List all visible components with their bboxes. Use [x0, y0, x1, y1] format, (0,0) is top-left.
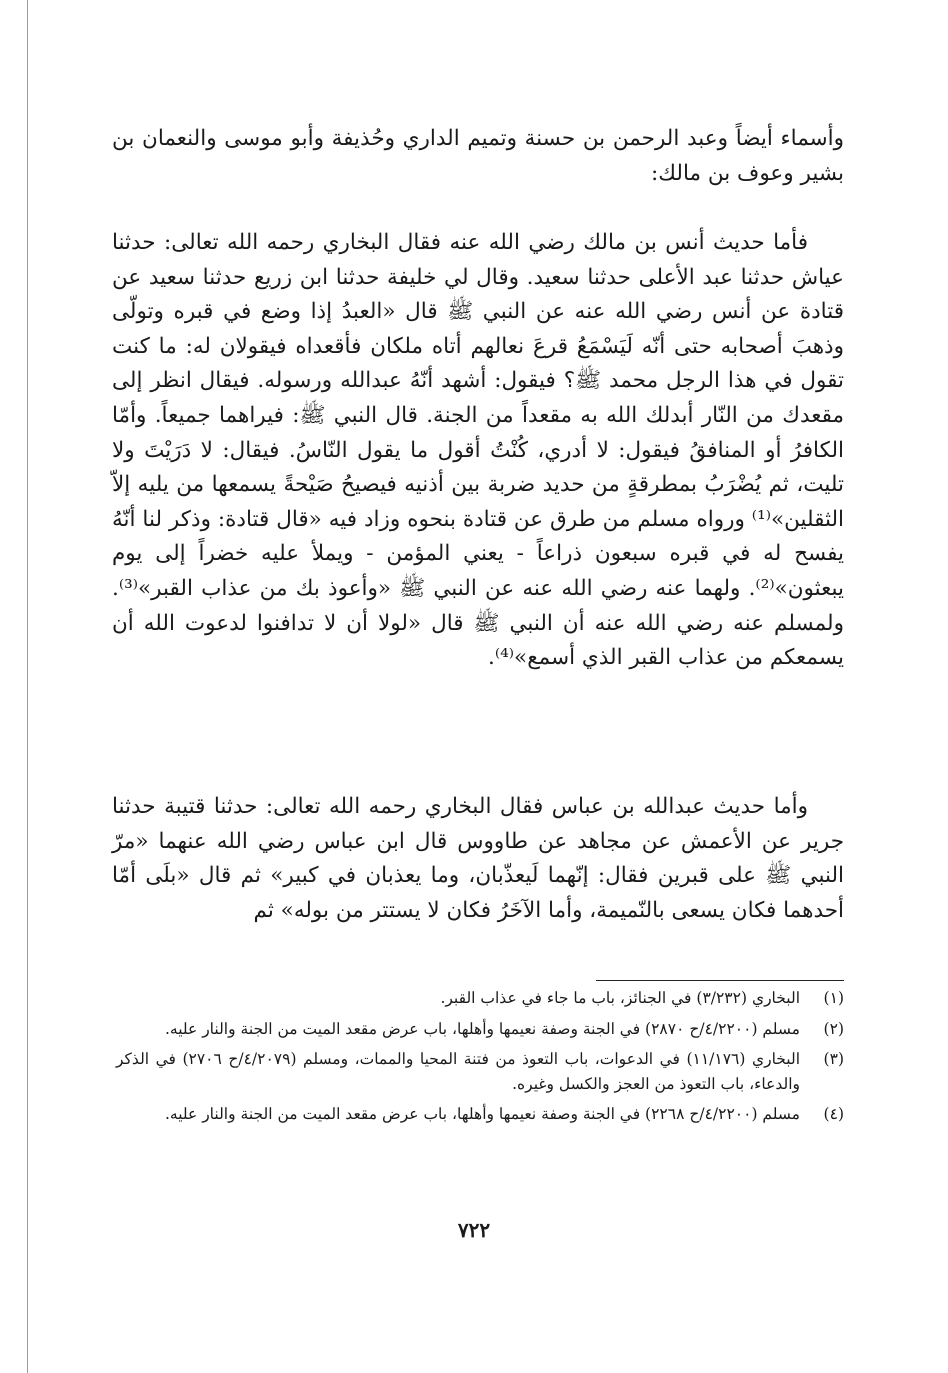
- footnote-text: البخاري (٣/٢٣٢) في الجنائز، باب ما جاء في عذاب القبر.: [440, 989, 800, 1007]
- paragraph-ibn-abbas-hadith: [112, 790, 844, 928]
- footnote-number: (٤): [823, 1105, 844, 1123]
- footnote-number: (٢): [823, 1019, 844, 1038]
- paragraph-text: وأما حديث عبدالله بن عباس فقال البخاري رحمه الله تعالى: حدثنا قتيبة حدثنا جرير عن الأعمش عن مجاهد عن طاووس قال ابن عباس رضي الله عنهما «مرّ النبي ﷺ على قبرين فقال: إنّهما لَيعذّبان، وما يعذبان في كبير» ثم قال «بلَى أمّا أحدهما فكان يسعى بالنّميمة، وأما الآخَرُ فكان لا يستتر من بوله» ثم: [112, 794, 844, 923]
- footnote-divider: [596, 980, 844, 981]
- paragraph-names-list: [112, 122, 844, 191]
- footnotes: [116, 986, 844, 1133]
- footnote-text: مسلم (٤/٢٢٠٠/ح ٢٨٧٠) في الجنة وصفة نعيمها وأهلها، باب عرض مقعد الميت من الجنة والنار عليه.: [164, 1019, 800, 1038]
- paragraph-anas-hadith: [112, 226, 844, 676]
- paragraph-text: وأسماء أيضاً وعبد الرحمن بن حسنة وتميم الداري وحُذيفة وأبو موسى والنعمان بن بشير وعوف بن مالك:: [112, 126, 844, 186]
- footnote-item: [116, 1017, 844, 1042]
- footnote-item: [116, 1047, 844, 1096]
- paragraph-text: فأما حديث أنس بن مالك رضي الله عنه فقال البخاري رحمه الله تعالى: حدثنا عياش حدثنا عبد الأعلى حدثنا سعيد. وقال لي خليفة حدثنا ابن زريع حدثنا سعيد عن قتادة عن أنس رضي الله عنه عن النبي ﷺ قال «العبدُ إذا وضع في قبره وتولّى وذهبَ أصحابه حتى أنّه لَيَسْمَعُ قرعَ نعالهم أتاه ملكان فأقعداه فيقولان له: ما كنت تقول في هذا الرجل محمد ﷺ؟ فيقول: أشهد أنّهُ عبدالله ورسوله. فيقال انظر إلى مقعدك من النّار أبدلك الله به مقعداً من الجنة. قال النبي ﷺ: فيراهما جميعاً. وأمّا الكافرُ أو المنافقُ فيقول: لا أدري، كُنْتُ أقول ما يقول النّاسُ. فيقال: لا دَرَيْتَ ولا تليت، ثم يُضْرَبُ بمطرقةٍ من حديد ضربة بين أذنيه فيصيحُ صَيْحةً يسمعها من يليه إلاّ الثقلين»⁽¹⁾ ورواه مسلم من طرق عن قتادة بنحوه وزاد فيه «قال قتادة: وذكر لنا أنّهُ يفسح له في قبره سبعون ذراعاً - يعني المؤمن - ويملأ عليه خضراً إلى يوم يبعثون»⁽²⁾. ولهما عنه رضي الله عنه عن النبي ﷺ «وأعوذ بك من عذاب القبر»⁽³⁾. ولمسلم عنه رضي الله عنه أن النبي ﷺ قال «لولا أن لا تدافنوا لدعوت الله أن يسمعكم من عذاب القبر الذي أسمع»⁽⁴⁾.: [112, 230, 844, 671]
- footnote-text: مسلم (٤/٢٢٠٠/ح ٢٢٦٨) في الجنة وصفة نعيمها وأهلها، باب عرض مقعد الميت من الجنة والنار عليه.: [164, 1105, 800, 1123]
- footnote-number: (٣): [823, 1050, 844, 1068]
- page-number: ٧٢٢: [457, 1218, 491, 1242]
- footnote-item: [116, 986, 844, 1011]
- footnote-number: (١): [823, 989, 844, 1007]
- footnote-item: [116, 1102, 844, 1127]
- footnote-text: البخاري (١١/١٧٦) في الدعوات، باب التعوذ من فتنة المحيا والممات، ومسلم (٤/٢٠٧٩/ح ٢٧٠٦) في الذكر والدعاء، باب التعوذ من العجز والكسل وغيره.: [116, 1050, 801, 1093]
- page-binding-edge: [27, 0, 28, 1373]
